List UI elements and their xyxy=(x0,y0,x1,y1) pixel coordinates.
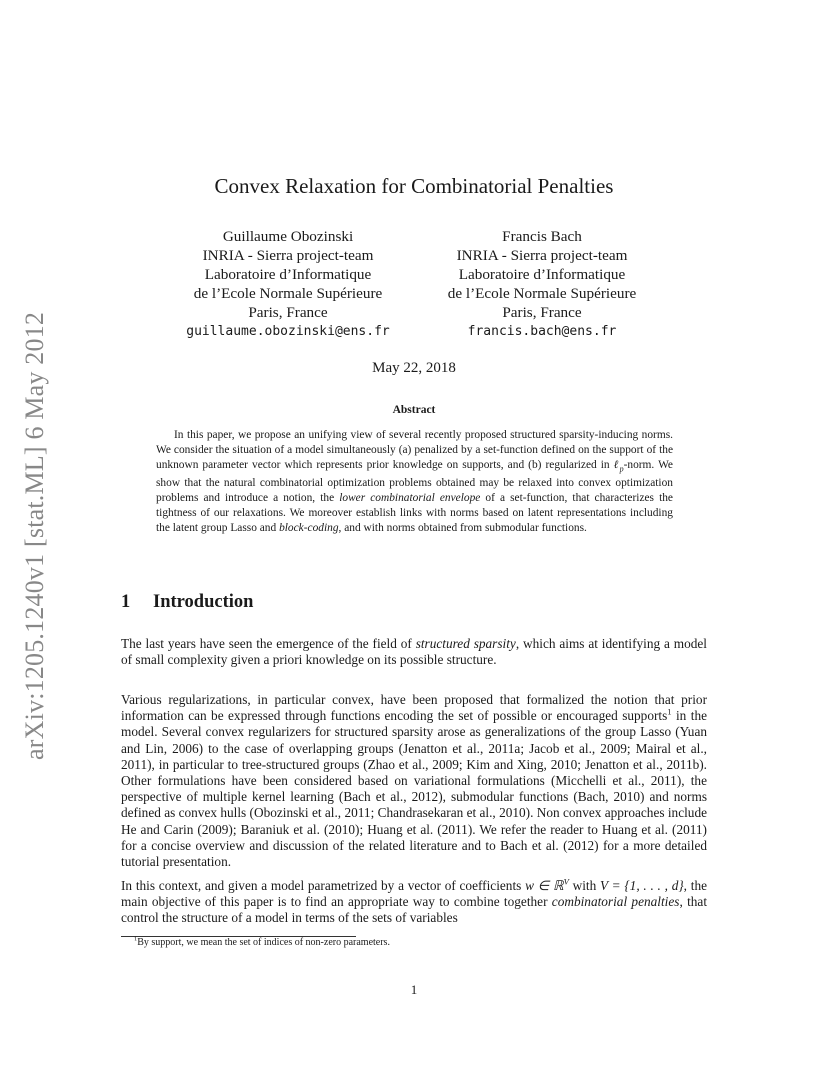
author-affiliation: Paris, France xyxy=(502,304,582,321)
author-email: guillaume.obozinski@ens.fr xyxy=(186,324,390,339)
paragraph-1: The last years have seen the emergence of the field of structured sparsity, which aims at identifying a model of small complexity given a priori knowledge on its possible structure. xyxy=(121,636,707,668)
author-email: francis.bach@ens.fr xyxy=(467,324,617,339)
author-affiliation: de l’Ecole Normale Supérieure xyxy=(447,285,637,302)
author-affiliation: Laboratoire d’Informatique xyxy=(458,266,626,283)
footnote-marker[interactable]: 1 xyxy=(667,706,672,717)
author-block-1 xyxy=(170,227,406,341)
footnote xyxy=(134,937,390,948)
author-affiliation: Paris, France xyxy=(248,304,328,321)
paper-title: Convex Relaxation for Combinatorial Penalties xyxy=(214,174,614,198)
footnote-text: By support, we mean the set of indices of non-zero parameters. xyxy=(137,937,390,948)
section-number: 1 xyxy=(121,592,131,612)
paragraph-2: Various regularizations, in particular convex, have been proposed that formalized the notion that prior information can be expressed through functions encoding the set of possible or encouraged supports$^1$ in the model. Several convex regularizers for structured sparsity arose as generalizations of the group Lasso (Yuan and Lin, 2006) to the case of overlapping groups (Jenatton et al., 2011a; Jacob et al., 2009; Mairal et al., 2011), in particular to tree-structured groups (Zhao et al., 2009; Kim and Xing, 2010; Jenatton et al., 2011b). Other formulations have been considered based on variational formulations (Micchelli et al., 2011), the perspective of multiple kernel learning (Bach et al., 2012), submodular functions (Bach, 2010) and norms defined as convex hulls (Obozinski et al., 2011; Chandrasekaran et al., 2010). Non convex approaches include He and Carin (2009); Baraniuk et al. (2010); Huang et al. (2011). We refer the reader to Huang et al. (2011) for a concise overview and discussion of the related literature and to Bach et al. (2012) for a more detailed tutorial presentation. xyxy=(121,692,707,870)
author-affiliation: Laboratoire d’Informatique xyxy=(204,266,372,283)
author-name: Guillaume Obozinski xyxy=(222,228,354,245)
page-number: 1 xyxy=(410,982,418,997)
paragraph-3: In this context, and given a model parametrized by a vector of coefficients w ∈ ℝ$^V$ with V = {1, . . . , d}, the main objective of this paper is to find an appropriate way to combine together combinatorial penalties, that control the structure of a model in terms of the sets of variables xyxy=(121,876,708,926)
author-affiliation: INRIA - Sierra project-team xyxy=(202,247,374,264)
author-affiliation: de l’Ecole Normale Supérieure xyxy=(193,285,383,302)
abstract-text: In this paper, we propose an unifying view of several recently proposed structured sparsity-inducing norms. We consider the situation of a model simultaneously (a) penalized by a set-function defined on the support of the unknown parameter vector which represents prior knowledge on supports, and (b) regularized in ℓ$_p$-norm. We show that the natural combinatorial optimization problems obtained may be relaxed into convex optimization problems and introduce a notion, the lower combinatorial envelope of a set-function, that characterizes the tightness of our relaxations. We moreover establish links with norms based on latent representations including the latent group Lasso and block-coding, and with norms obtained from submodular functions. xyxy=(156,429,673,535)
author-name: Francis Bach xyxy=(502,228,582,245)
author-affiliation: INRIA - Sierra project-team xyxy=(456,247,628,264)
section-title: Introduction xyxy=(153,592,254,612)
section-heading xyxy=(121,592,253,613)
paper-date: May 22, 2018 xyxy=(372,360,456,376)
arxiv-identifier: arXiv:1205.1240v1 [stat.ML] 6 May 2012 xyxy=(20,311,49,760)
footnote-mark: 1 xyxy=(134,935,138,943)
author-block-2 xyxy=(424,227,660,341)
abstract-heading: Abstract xyxy=(392,404,436,416)
